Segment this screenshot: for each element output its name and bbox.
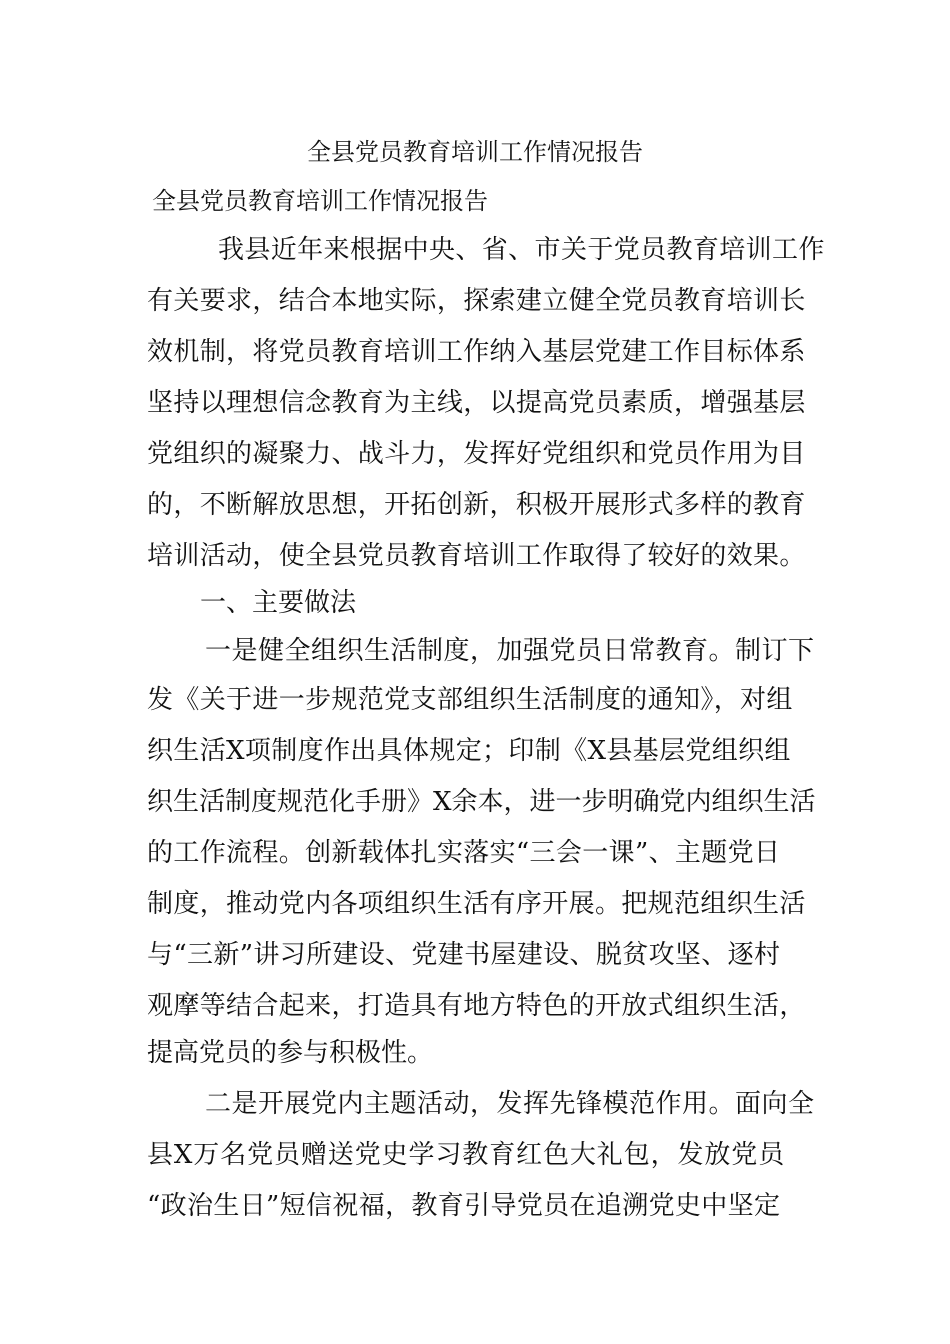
paragraph-2-line-6: 制度，推动党内各项组织生活有序开展。把规范组织生活 [147, 889, 806, 919]
paragraph-2-line-8: 观摩等结合起来，打造具有地方特色的开放式组织生活， [147, 991, 806, 1021]
paragraph-1-line-2: 有关要求，结合本地实际，探索建立健全党员教育培训长 [147, 286, 806, 316]
paragraph-2-line-5: 的工作流程。创新载体扎实落实“三会一课”、主题党日 [147, 838, 781, 868]
paragraph-3-line-1: 二是开展党内主题活动，发挥先锋模范作用。面向全 [205, 1089, 815, 1119]
paragraph-1-line-5: 党组织的凝聚力、战斗力，发挥好党组织和党员作用为目 [147, 439, 806, 469]
paragraph-3-line-3: “政治生日”短信祝福，教育引导党员在追溯党史中坚定 [147, 1191, 781, 1221]
paragraph-1-line-7: 培训活动，使全县党员教育培训工作取得了较好的效果。 [147, 541, 806, 571]
paragraph-2-line-9: 提高党员的参与积极性。 [147, 1038, 434, 1068]
paragraph-2-line-2: 发《关于进一步规范党支部组织生活制度的通知》，对组 [147, 685, 793, 715]
paragraph-1-line-3: 效机制，将党员教育培训工作纳入基层党建工作目标体系 [147, 337, 806, 367]
paragraph-1-line-6: 的，不断解放思想，开拓创新，积极开展形式多样的教育 [147, 490, 806, 520]
paragraph-1-line-4: 坚持以理想信念教育为主线，以提高党员素质，增强基层 [147, 388, 806, 418]
paragraph-2-line-4: 织生活制度规范化手册》X余本，进一步明确党内组织生活 [147, 787, 816, 817]
paragraph-2-line-7: 与“三新”讲习所建设、党建书屋建设、脱贫攻坚、逐村 [147, 940, 781, 970]
paragraph-3-line-2: 县X万名党员赠送党史学习教育红色大礼包，发放党员 [147, 1140, 786, 1170]
paragraph-2-line-3: 织生活X项制度作出具体规定；印制《X县基层党组织组 [147, 736, 791, 766]
document-title: 全县党员教育培训工作情况报告 [307, 138, 643, 166]
paragraph-1-line-1: 我县近年来根据中央、省、市关于党员教育培训工作 [218, 235, 825, 265]
document-subtitle: 全县党员教育培训工作情况报告 [152, 187, 488, 215]
section-heading: 一、主要做法 [200, 588, 357, 618]
paragraph-2-line-1: 一是健全组织生活制度，加强党员日常教育。制订下 [205, 636, 815, 666]
